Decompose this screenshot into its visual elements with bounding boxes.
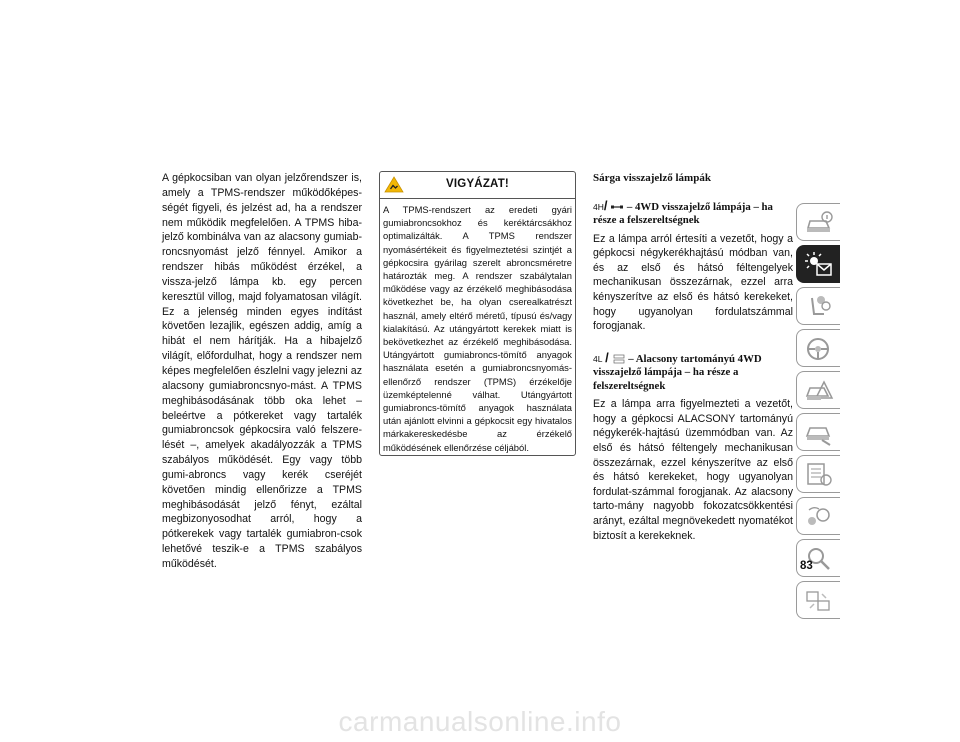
section-title: Sárga visszajelző lámpák	[593, 172, 711, 184]
indicator-section	[593, 171, 793, 560]
tab-dashboard-warning-lights[interactable]	[796, 245, 840, 283]
item-4l-text: Ez a lámpa arra figyelmezteti a vezetőt, hogy a gépkocsi ALACSONY tartományú négykerék-hajtású üzemmódban van. Az első és hátsó féltengely mechanikusan összezárnak, ezzel kényszerítve az első és hátsó kerekeket, hogy ugyanolyan fordulat-számmal forogjanak. Az alacsony tarto-mány nagyobb fokozatcsökkentési arányt, ezáltal megnövekedett nyomatékot biztosít a kerekeknek.	[593, 398, 793, 542]
slash-1: /	[603, 197, 608, 213]
specifications-list-icon	[804, 462, 834, 488]
4wd-low-icon	[612, 354, 626, 365]
tab-technical-specifications[interactable]	[796, 455, 840, 493]
tab-car-info[interactable]	[796, 203, 840, 241]
slash-2: /	[605, 349, 609, 365]
dashboard-warning-lights-icon	[804, 252, 834, 278]
tab-starting-driving[interactable]	[796, 329, 840, 367]
label-4l: 4L	[593, 353, 603, 364]
label-4h: 4H	[593, 201, 604, 212]
warning-box	[379, 171, 576, 456]
languages-icon	[804, 588, 834, 614]
axle-lock-icon	[610, 203, 624, 211]
warning-title: VIGYÁZAT!	[446, 178, 509, 190]
steering-wheel-icon	[804, 336, 834, 362]
car-service-icon	[804, 420, 834, 446]
tpms-paragraph: A gépkocsiban van olyan jelzőrendszer is, amely a TPMS-rendszer működőképes-ségét figyeli, és jelzést ad, ha a rendszer nem működik megfelelően. A TPMS hiba-jelző kombinálva van az alacsony gumiab-roncsnyomást jelző fénnyel. Amikor a rendszer hibás működést érzékel, a vissza-jelző lámpa kb. egy percen keresztül villog, majd folyamatosan világít. Ez a jelenség minden egyes indítást követően lezajlik, egészen addig, amíg a hibát el nem hárítják. Ha a hibajelző világít, előfordulhat, hogy a rendszer nem képes megfelelően észlelni vagy jelezni az alacsony gumiabroncsnyo-mást. A TPMS meghibásodásának több oka lehet – beleértve a pótkereket vagy tartalék gumiabroncsok gépkocsira való felszere-lését –, amelyek akadályozzák a TPMS szabályos működését. Egy vagy több gumi-abroncs vagy kerék cseréjét követően mindig ellenőrizze a TPMS meghibásodását jelző fényt, ezáltal megbizonyosodhat arról, hogy a pótkerekek vagy tartalék gumiabron-csok lehetővé teszik-e a TPMS szabályos működését.	[162, 172, 362, 570]
page-number: 83	[800, 560, 813, 572]
tab-safety[interactable]	[796, 287, 840, 325]
item-4wd-text: Ez a lámpa arról értesíti a vezetőt, hogy a gépkocsi négykerékhajtású módban van, és az első és hátsó féltengelyek mechanikusan összezárnak, ezzel arra kényszerítve az első és hátsó kerekeket, hogy ugyanolyan fordulatszámmal forogjanak.	[593, 232, 793, 333]
tab-servicing[interactable]	[796, 413, 840, 451]
watermark: carmanualsonline.info	[338, 706, 622, 737]
airbag-seat-icon	[804, 294, 834, 320]
warning-header	[380, 172, 575, 199]
hazard-car-icon	[804, 378, 834, 404]
tab-multimedia[interactable]	[796, 497, 840, 535]
tab-languages[interactable]	[796, 581, 840, 619]
item-4l-title: – Alacsony tartományú 4WD visszajelző lámpája – ha része a felszereltségnek	[593, 352, 762, 392]
car-info-icon	[804, 210, 834, 236]
warning-text: A TPMS-rendszert az eredeti gyári gumiabroncsokhoz és keréktárcsákhoz optimalizálták. A TPMS rendszer nyomásértékeit és figyelmeztetési szintjét a gépkocsira gyárilag szerelt abroncsméretre határozták meg. A rendszer szabálytalan működése vagy az érzékelő meghibásodása következhet be, ha olyan cserealkatrészt használ, amely eltérő méretű, típusú és/vagy kialakítású. Az utángyártott kerekek miatt is bekövetkezhet az érzékelő meghibásodása. Utángyártott gumiabroncs-tömítő anyagok használata esetén a gumiabroncsnyomás-ellenőrző rendszer (TPMS) érzékelője üzemképtelenné válhat. Utángyártott gumiabroncs-tömítő anyagok használata után ajánlott elvinni a gépkocsit egy hivatalos márkakereskedésbe az érzékelő működésének ellenőrzése céljából.	[383, 204, 572, 453]
item-4l-heading	[593, 351, 793, 394]
item-4wd-title: – 4WD visszajelző lámpája – ha része a felszereltségnek	[593, 200, 773, 227]
tab-emergency[interactable]	[796, 371, 840, 409]
item-4wd-heading	[593, 199, 793, 228]
multimedia-icon	[804, 504, 834, 530]
